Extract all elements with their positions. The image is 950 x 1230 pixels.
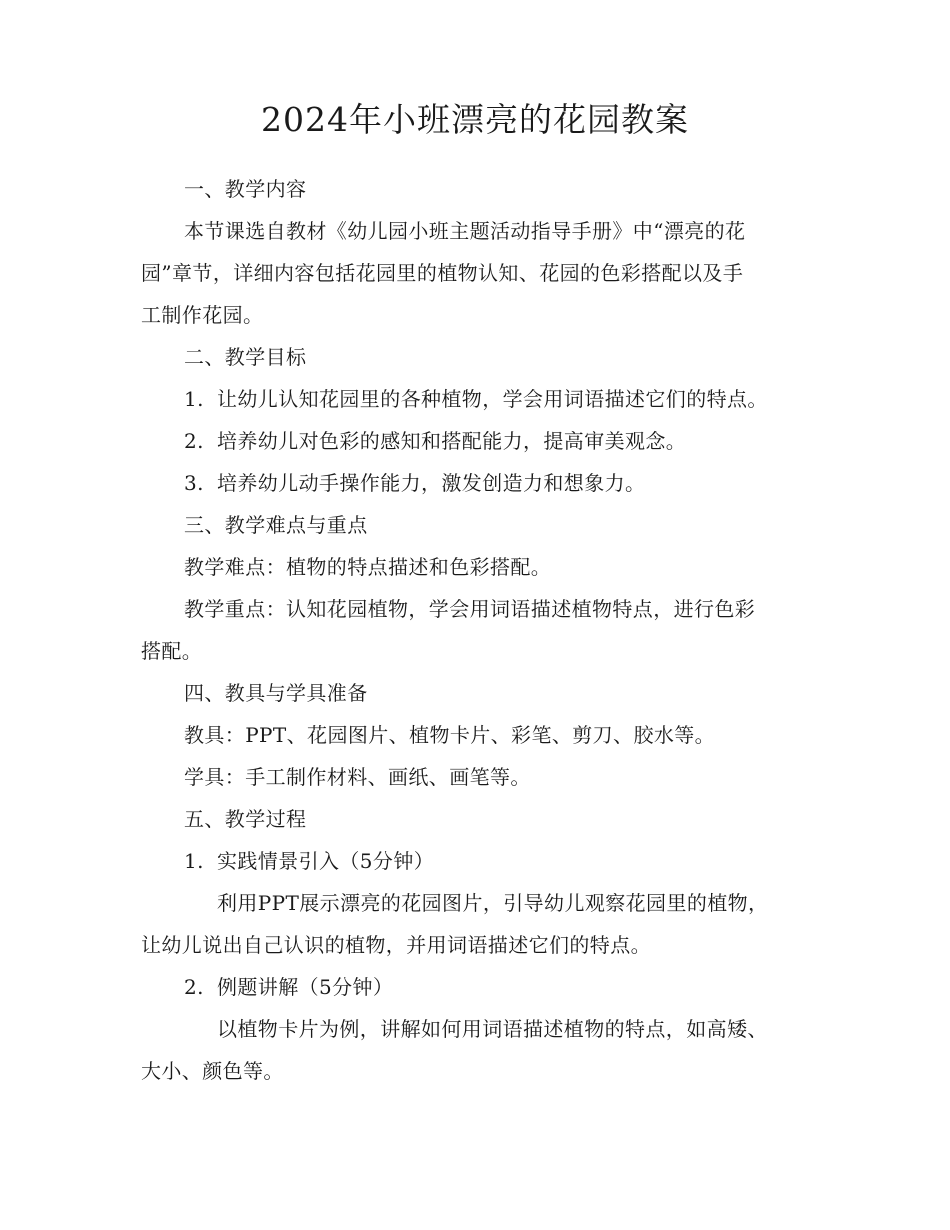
paragraph-line: 教具：PPT、花园图片、植物卡片、彩笔、剪刀、胶水等。 [184, 723, 716, 747]
paragraph-line: 搭配。 [141, 639, 203, 663]
paragraph-line: 教学重点：认知花园植物，学会用词语描述植物特点，进行色彩 [184, 597, 756, 621]
paragraph-line: 以植物卡片为例，讲解如何用词语描述植物的特点，如高矮、 [217, 1017, 768, 1041]
list-item-text: 培养幼儿动手操作能力，激发创造力和想象力。 [217, 471, 646, 495]
paragraph-line: 利用PPT展示漂亮的花园图片，引导幼儿观察花园里的植物， [217, 891, 769, 915]
paragraph-line: 园”章节，详细内容包括花园里的植物认知、花园的色彩搭配以及手 [141, 261, 744, 285]
list-item [141, 378, 801, 420]
list-item-number: 2. [184, 975, 204, 999]
list-item-text: 实践情景引入（5分钟） [217, 849, 435, 873]
document-body [141, 168, 801, 1092]
list-item-number: 1. [184, 387, 204, 411]
list-item-number: 2. [184, 429, 204, 453]
list-item-text: 培养幼儿对色彩的感知和搭配能力，提高审美观念。 [217, 429, 687, 453]
section-heading-materials: 四、教具与学具准备 [184, 681, 368, 705]
section-heading-objectives: 二、教学目标 [184, 345, 307, 369]
list-item-text: 让幼儿认知花园里的各种植物，学会用词语描述它们的特点。 [217, 387, 768, 411]
list-item [141, 966, 801, 1008]
section-heading-key-points: 三、教学难点与重点 [184, 513, 368, 537]
list-item [141, 420, 801, 462]
list-item [141, 462, 801, 504]
list-item-text: 例题讲解（5分钟） [217, 975, 394, 999]
list-item-number: 3. [184, 471, 204, 495]
paragraph-line: 工制作花园。 [141, 303, 264, 327]
paragraph-line: 让幼儿说出自己认识的植物，并用词语描述它们的特点。 [141, 933, 651, 957]
list-item [141, 840, 801, 882]
paragraph-line: 学具：手工制作材料、画纸、画笔等。 [184, 765, 531, 789]
document-title: 2024年小班漂亮的花园教案 [261, 100, 689, 139]
paragraph-line: 大小、颜色等。 [141, 1059, 284, 1083]
paragraph-line: 教学难点：植物的特点描述和色彩搭配。 [184, 555, 552, 579]
paragraph-line: 本节课选自教材《幼儿园小班主题活动指导手册》中“漂亮的花 [184, 219, 746, 243]
section-heading-content: 一、教学内容 [184, 177, 307, 201]
section-heading-process: 五、教学过程 [184, 807, 307, 831]
list-item-number: 1. [184, 849, 204, 873]
